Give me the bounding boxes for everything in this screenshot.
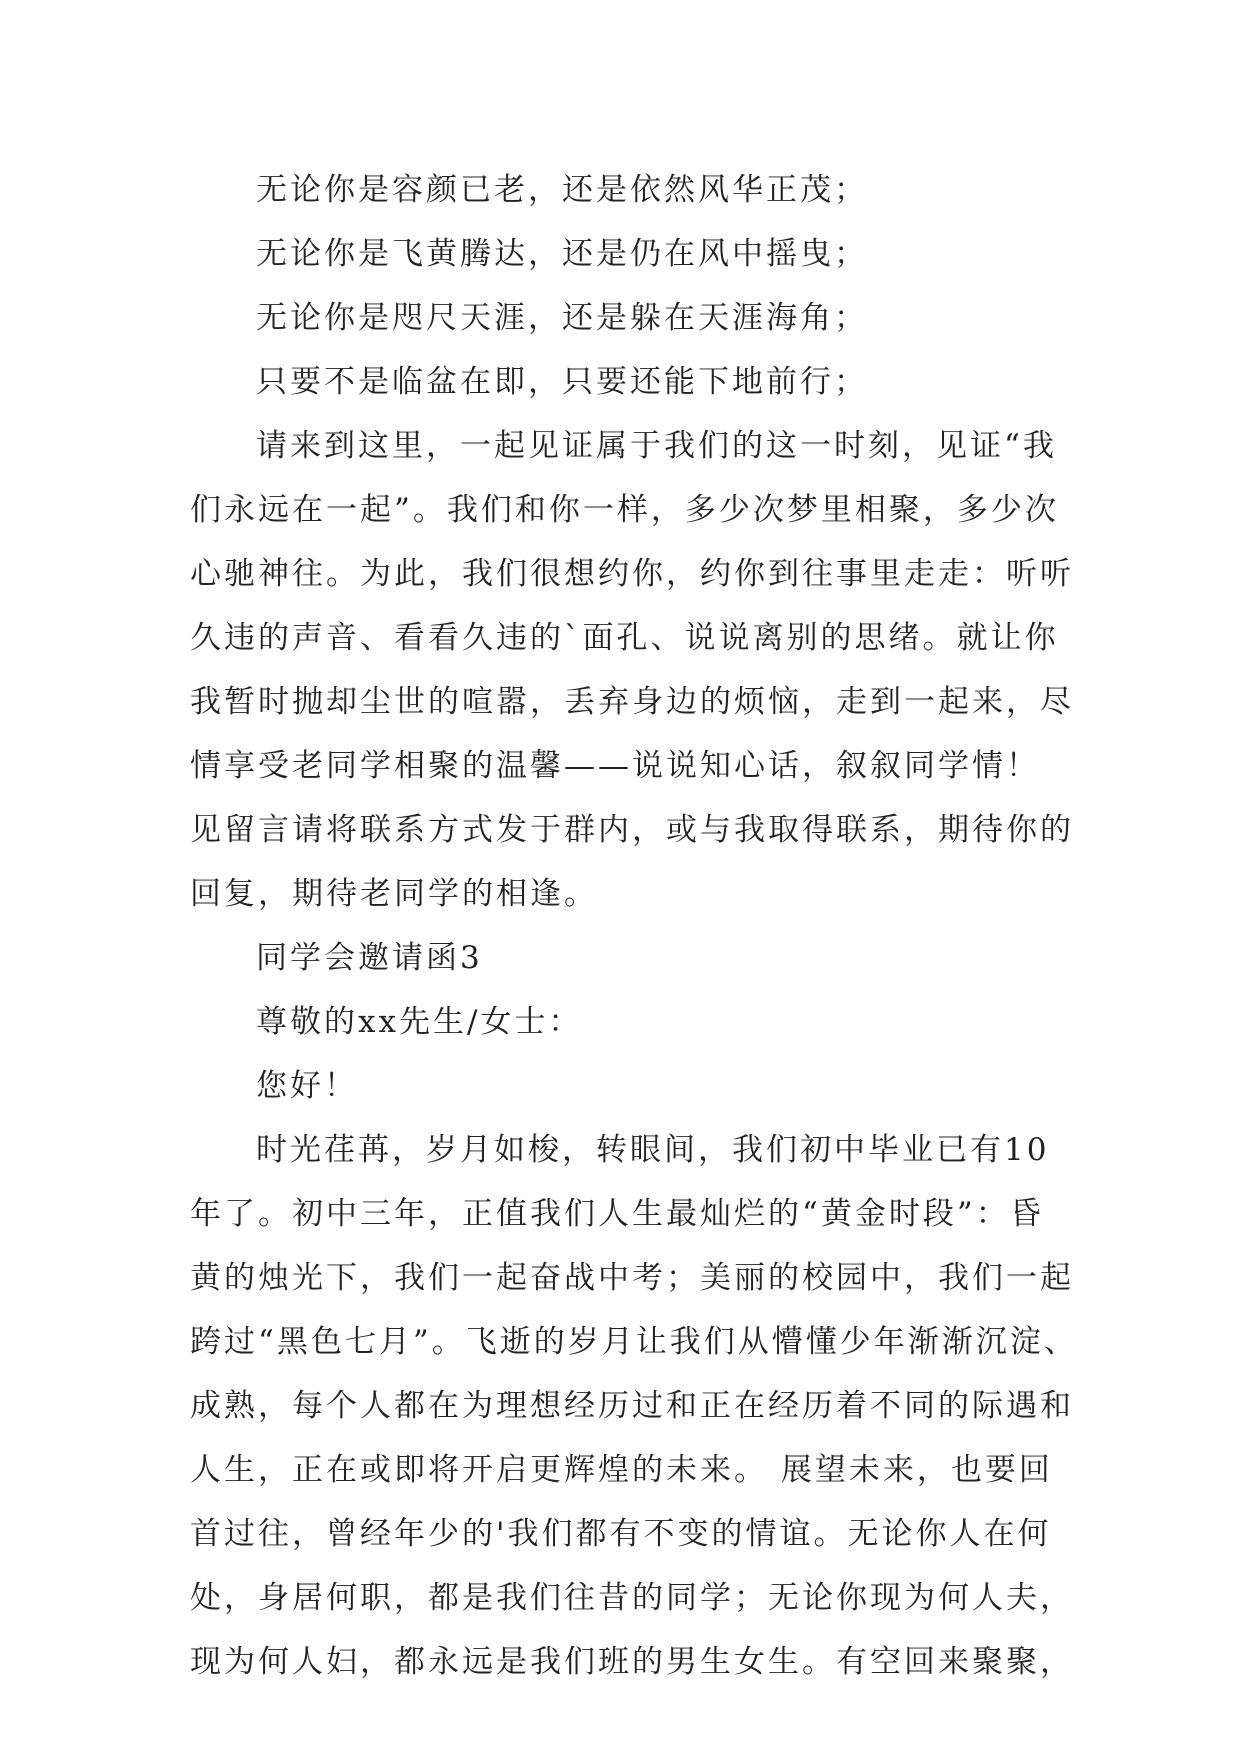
body-paragraph	[190, 1118, 1078, 1694]
paragraph-line: 请来到这里，一起见证属于我们的这一时刻，见证“我	[256, 428, 1057, 464]
salutation: 尊敬的xx先生/女士：	[256, 1004, 583, 1040]
document-page	[190, 158, 1078, 1694]
verse-line: 无论你是飞黄腾达，还是仍在风中摇曳；	[256, 236, 868, 272]
paragraph-line: 我暂时抛却尘世的喧嚣，丢弃身边的烦恼，走到一起来，尽	[190, 684, 1074, 720]
paragraph-line: 首过往，曾经年少的'我们都有不变的情谊。无论你人在何	[190, 1516, 1052, 1552]
verse-line: 只要不是临盆在即，只要还能下地前行；	[256, 364, 868, 400]
paragraph-line: 时光荏苒，岁月如梭，转眼间，我们初中毕业已有10	[256, 1132, 1050, 1168]
paragraph-line: 黄的烛光下，我们一起奋战中考；美丽的校园中，我们一起	[190, 1260, 1074, 1296]
paragraph-line: 现为何人妇，都永远是我们班的男生女生。有空回来聚聚，	[190, 1644, 1074, 1680]
paragraph-line: 跨过“黑色七月”。飞逝的岁月让我们从懵懂少年渐渐沉淀、	[190, 1324, 1078, 1360]
paragraph-line: 心驰神往。为此，我们很想约你，约你到往事里走走：听听	[190, 556, 1074, 592]
paragraph-line: 回复，期待老同学的相逢。	[190, 876, 598, 912]
paragraph-line: 成熟，每个人都在为理想经历过和正在经历着不同的际遇和	[190, 1388, 1074, 1424]
paragraph-line: 年了。初中三年，正值我们人生最灿烂的“黄金时段”：昏	[190, 1196, 1044, 1232]
verse-block	[190, 158, 1050, 414]
paragraph-line: 见留言请将联系方式发于群内，或与我取得联系，期待你的	[190, 812, 1074, 848]
paragraph-line: 们永远在一起”。我们和你一样，多少次梦里相聚，多少次	[190, 492, 1059, 528]
greeting: 您好！	[256, 1068, 358, 1104]
paragraph-line: 处，身居何职，都是我们往昔的同学；无论你现为何人夫，	[190, 1580, 1074, 1616]
verse-line: 无论你是咫尺天涯，还是躲在天涯海角；	[256, 300, 868, 336]
paragraph-line: 久违的声音、看看久违的`面孔、说说离别的思绪。就让你	[190, 620, 1059, 656]
verse-line: 无论你是容颜已老，还是依然风华正茂；	[256, 172, 868, 208]
section-heading: 同学会邀请函3	[256, 940, 483, 976]
paragraph-line: 情享受老同学相聚的温馨——说说知心话，叙叙同学情！	[190, 748, 1040, 784]
invitation-paragraph	[190, 414, 1074, 926]
paragraph-line: 人生，正在或即将开启更辉煌的未来。 展望未来，也要回	[190, 1452, 1053, 1488]
